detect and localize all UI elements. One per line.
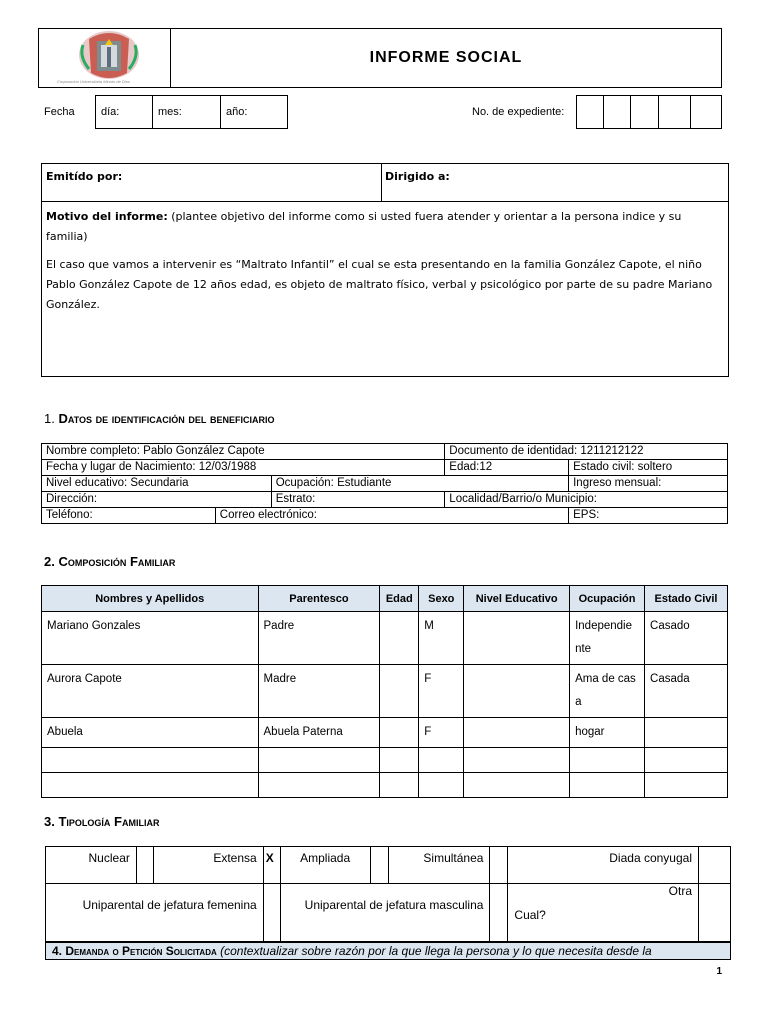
table-cell[interactable] — [258, 748, 380, 773]
table-cell[interactable] — [380, 612, 419, 665]
motivo-paragraph — [46, 207, 724, 247]
table-cell[interactable]: Mariano Gonzales — [42, 612, 259, 665]
table-header-row — [42, 586, 728, 612]
estado-civil-cell[interactable]: Estado civil: soltero — [569, 460, 728, 476]
tipo-diada-check[interactable] — [699, 847, 731, 884]
table-cell[interactable] — [570, 773, 645, 798]
column-header: Ocupación — [570, 586, 645, 612]
report-header — [38, 28, 722, 88]
column-header: Nivel Educativo — [464, 586, 570, 612]
motivo-label: Motivo del informe: — [46, 210, 168, 223]
expediente-box-1[interactable] — [576, 95, 604, 129]
table-cell[interactable] — [645, 748, 728, 773]
expediente-box-3[interactable] — [630, 95, 659, 129]
table-cell[interactable] — [419, 773, 464, 798]
expediente-label: No. de expediente: — [472, 106, 565, 118]
table-cell[interactable] — [464, 773, 570, 798]
page-number: 1 — [716, 966, 722, 977]
direccion-cell[interactable]: Dirección: — [42, 492, 272, 508]
table-cell[interactable]: Independie nte — [570, 612, 645, 665]
table-cell[interactable]: hogar — [570, 718, 645, 748]
telefono-cell[interactable]: Teléfono: — [42, 508, 216, 524]
dia-label: día: — [101, 106, 120, 118]
dia-field[interactable] — [95, 95, 153, 129]
section-4-text: (contextualizar sobre razón por la que llega la persona y lo que necesita desde la — [216, 944, 652, 958]
tipo-cual: Cual? — [514, 908, 546, 922]
tipo-uni-masc-check[interactable] — [490, 884, 508, 942]
table-cell[interactable] — [380, 665, 419, 718]
column-header: Estado Civil — [645, 586, 728, 612]
logo-caption: Corporación Universitaria Minuto de Dios — [57, 79, 130, 84]
motivo-text: (plantee objetivo del informe como si usted fuera atender y orientar a la persona indice y su familia) — [46, 210, 682, 243]
table-cell[interactable] — [419, 748, 464, 773]
nivel-educativo-cell[interactable]: Nivel educativo: Secundaria — [42, 476, 272, 492]
localidad-cell[interactable]: Localidad/Barrio/o Municipio: — [445, 492, 728, 508]
emitido-section — [41, 163, 729, 377]
eps-cell[interactable]: EPS: — [569, 508, 728, 524]
logo — [39, 29, 171, 87]
dirigido-a-label: Dirigido a: — [385, 170, 450, 183]
tipo-simultanea: Simultánea — [388, 847, 490, 884]
table-cell[interactable] — [380, 748, 419, 773]
emitido-por-label: Emitído por: — [46, 170, 123, 183]
tipo-nuclear: Nuclear — [46, 847, 137, 884]
table-row — [42, 718, 728, 748]
tipologia-familiar-table — [45, 846, 731, 942]
table-cell[interactable]: F — [419, 718, 464, 748]
tipo-otra-check[interactable] — [699, 884, 731, 942]
mes-field[interactable] — [152, 95, 221, 129]
documento-cell[interactable]: Documento de identidad: 1211212122 — [445, 444, 728, 460]
page-title: INFORME SOCIAL — [369, 49, 523, 66]
table-row — [42, 612, 728, 665]
table-cell[interactable] — [464, 748, 570, 773]
expediente-box-2[interactable] — [603, 95, 631, 129]
mes-label: mes: — [158, 106, 182, 118]
table-cell[interactable]: Madre — [258, 665, 380, 718]
section-3-heading: 3. Tipología Familiar — [44, 814, 160, 829]
anio-label: año: — [226, 106, 248, 118]
tipo-nuclear-check[interactable] — [136, 847, 153, 884]
ocupacion-cell[interactable]: Ocupación: Estudiante — [271, 476, 568, 492]
section-4-title: 4. Demanda o Petición Solicitada — [52, 944, 217, 958]
table-cell[interactable]: Casado — [645, 612, 728, 665]
tipo-uni-masc: Uniparental de jefatura masculina — [280, 884, 490, 942]
table-cell[interactable] — [464, 612, 570, 665]
composicion-familiar-table — [41, 585, 728, 798]
tipo-otra: Otra — [668, 884, 692, 898]
expediente-box-5[interactable] — [690, 95, 722, 129]
column-header: Sexo — [419, 586, 464, 612]
column-header: Nombres y Apellidos — [42, 586, 259, 612]
ingreso-cell[interactable]: Ingreso mensual: — [569, 476, 728, 492]
section-1-title: Datos de identificación del beneficiario — [58, 411, 275, 426]
table-cell[interactable] — [570, 748, 645, 773]
table-cell[interactable]: Ama de casa — [570, 665, 645, 718]
datos-identificacion-table — [41, 443, 728, 524]
section-1-number: 1. — [44, 411, 55, 426]
tipo-otra-cell[interactable] — [508, 884, 699, 942]
section-4-heading — [45, 942, 731, 960]
table-cell[interactable]: Aurora Capote — [42, 665, 259, 718]
table-row — [42, 748, 728, 773]
table-cell[interactable] — [258, 773, 380, 798]
tipo-extensa: Extensa — [153, 847, 263, 884]
table-cell[interactable]: Abuela — [42, 718, 259, 748]
column-header: Edad — [380, 586, 419, 612]
section-2-heading: 2. Composición Familiar — [44, 554, 176, 569]
table-cell[interactable] — [464, 718, 570, 748]
caso-paragraph: El caso que vamos a intervenir es “Maltrato Infantil” el cual se esta presentando en la familia González Capote, el niño Pablo González Capote de 12 años edad, es objeto de maltrato físico, verbal y psicológico por parte de su padre Mariano González. — [46, 258, 713, 311]
table-cell[interactable] — [464, 665, 570, 718]
table-row — [42, 773, 728, 798]
table-cell[interactable] — [645, 773, 728, 798]
section-1-heading — [44, 411, 274, 426]
tipo-extensa-check[interactable]: X — [263, 847, 280, 884]
tipo-uni-fem-check[interactable] — [263, 884, 280, 942]
anio-field[interactable] — [220, 95, 288, 129]
table-cell[interactable]: Padre — [258, 612, 380, 665]
table-cell[interactable]: M — [419, 612, 464, 665]
fecha-nac-cell[interactable]: Fecha y lugar de Nacimiento: 12/03/1988 — [42, 460, 445, 476]
correo-cell[interactable]: Correo electrónico: — [215, 508, 568, 524]
table-row — [42, 665, 728, 718]
tipo-uni-fem: Uniparental de jefatura femenina — [46, 884, 264, 942]
tipo-simultanea-check[interactable] — [490, 847, 508, 884]
edad-cell[interactable]: Edad:12 — [445, 460, 569, 476]
table-cell[interactable] — [42, 773, 259, 798]
table-cell[interactable] — [42, 748, 259, 773]
fecha-label: Fecha — [44, 106, 75, 118]
expediente-box-4[interactable] — [658, 95, 691, 129]
table-cell[interactable]: F — [419, 665, 464, 718]
estrato-cell[interactable]: Estrato: — [271, 492, 445, 508]
table-cell[interactable] — [380, 718, 419, 748]
column-header: Parentesco — [258, 586, 380, 612]
nombre-cell[interactable]: Nombre completo: Pablo González Capote — [42, 444, 445, 460]
table-cell[interactable] — [645, 718, 728, 748]
tipo-diada: Diada conyugal — [508, 847, 699, 884]
table-cell[interactable]: Casada — [645, 665, 728, 718]
table-cell[interactable]: Abuela Paterna — [258, 718, 380, 748]
tipo-ampliada-check[interactable] — [370, 847, 388, 884]
table-cell[interactable] — [380, 773, 419, 798]
tipo-ampliada: Ampliada — [280, 847, 370, 884]
